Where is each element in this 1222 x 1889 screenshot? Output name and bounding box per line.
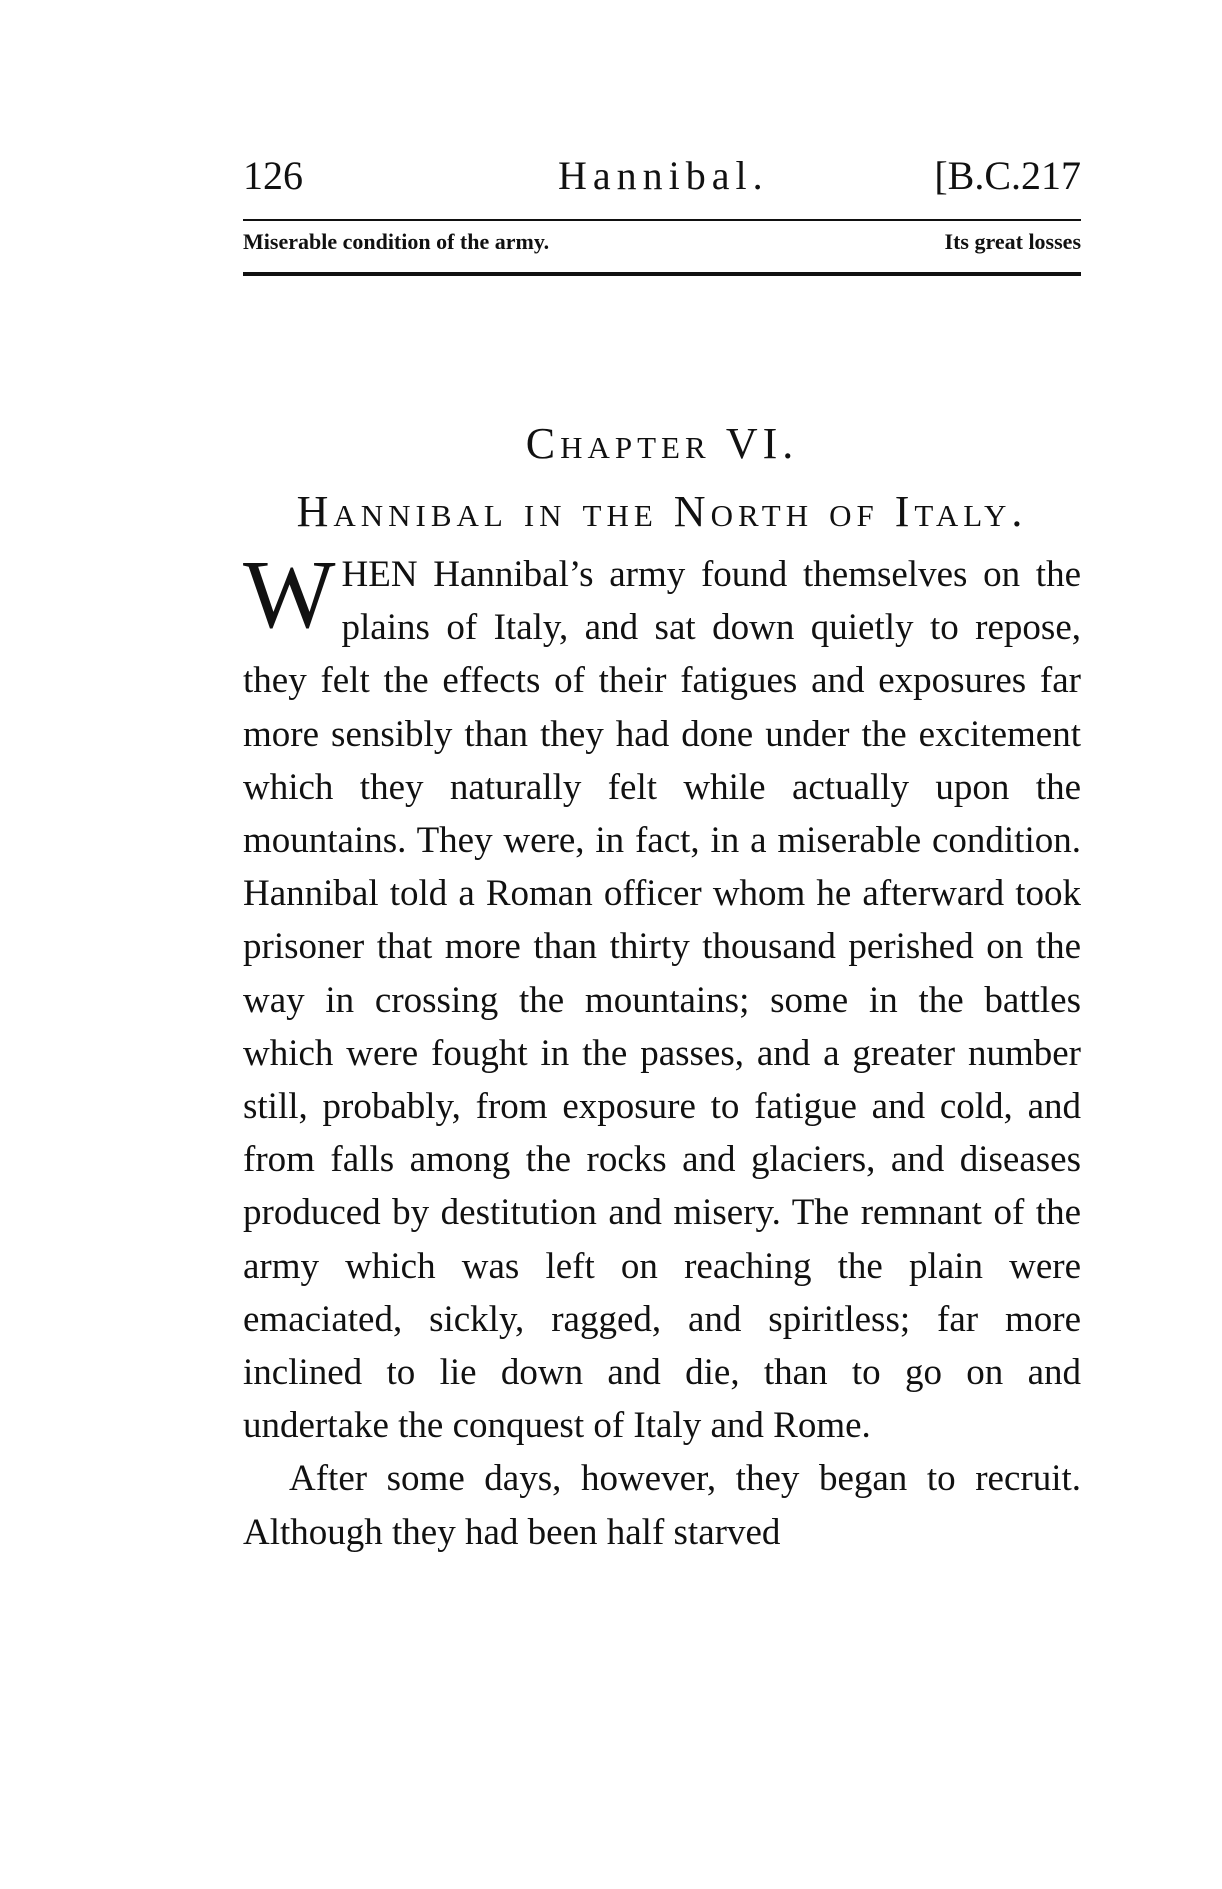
paragraph-1-text: HEN Hannibal’s army found themselves on the plains of Italy, and sat down quietly to repose, they felt the effects of their fatigues and exposures far more sensibly than they had done under the excitement which they naturally felt while actually upon the mountains. They were, in fact, in a miserable condition. Hannibal told a Roman officer whom he afterward took prisoner that more than thirty thousand perished on the way in crossing the mountains; some in the battles which were fought in the passes, and a greater number still, probably, from exposure to fatigue and cold, and from falls among the rocks and glaciers, and diseases produced by destitution and misery. The remnant of the army which was left on reaching the plain were emaciated, sickly, ragged, and spiritless; far more inclined to lie down and die, than to go on and undertake the conquest of Italy and Rome. <box>243 554 1081 1447</box>
header-rule-bottom <box>243 272 1081 276</box>
header-rule-top <box>243 219 1081 221</box>
book-title: Hannibal. <box>558 153 769 198</box>
shoulder-note-left: Miserable condition of the army. <box>243 229 550 254</box>
shoulder-notes <box>243 229 1081 259</box>
chapter-title: Hannibal in the North of Italy. <box>296 487 1028 536</box>
chapter-number: Chapter VI. <box>525 419 799 468</box>
paragraph-1 <box>243 541 1081 1452</box>
shoulder-note-right: Its great losses <box>944 229 1081 254</box>
page-number: 126 <box>243 153 303 198</box>
date-marker: [B.C.217 <box>934 153 1081 198</box>
body-text <box>243 541 1081 1559</box>
paragraph-2: After some days, however, they began to recruit. Although they had been half starved <box>243 1458 1081 1553</box>
running-head <box>243 152 1081 202</box>
drop-cap: W <box>243 541 336 649</box>
